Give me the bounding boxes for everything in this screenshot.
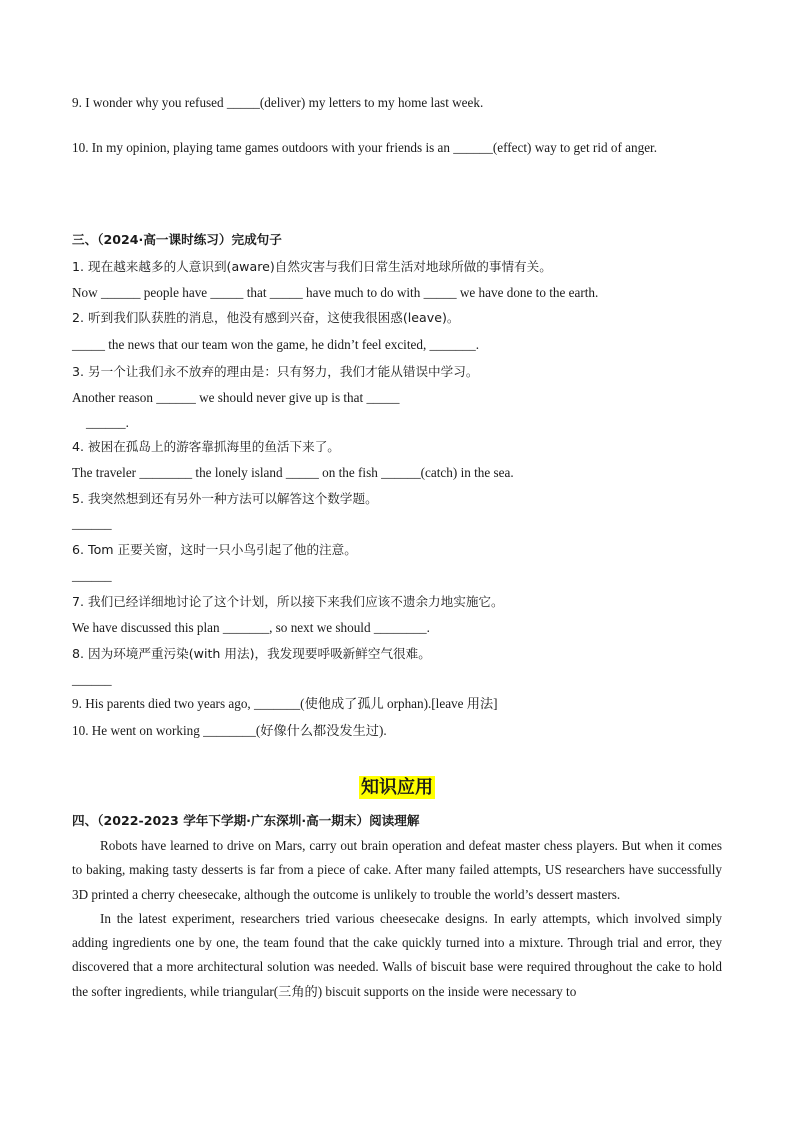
section-title	[0, 773, 794, 799]
item-9: 9. His parents died two years ago, _______(使他成了孤儿 orphan).[leave 用法]	[72, 696, 498, 711]
item-5-cn: 5. 我突然想到还有另外一种方法可以解答这个数学题。	[72, 491, 378, 506]
item-6-cn: 6. Tom 正要关窗，这时一只小鸟引起了他的注意。	[72, 542, 357, 557]
item-3-cn: 3. 另一个让我们永不放弃的理由是：只有努力，我们才能从错误中学习。	[72, 364, 479, 379]
item-10: 10. He went on working ________(好像什么都没发生过).	[72, 723, 387, 738]
question-9: 9. I wonder why you refused _____(deliver) my letters to my home last week.	[72, 95, 484, 110]
item-3-en: Another reason ______ we should never give up is that _____	[72, 390, 400, 405]
item-6-en: ______	[72, 568, 112, 583]
passage-paragraph: Robots have learned to drive on Mars, carry out brain operation and defeat master chess players. But when it comes to baking, making tasty desserts is far from a piece of cake. After many failed attempts, US researchers have successfully 3D printed a cherry cheesecake, although the outcome is unlikely to trouble the world’s dessert masters.	[72, 838, 722, 902]
item-5-en: ______	[72, 516, 112, 531]
item-7-en: We have discussed this plan _______, so next we should ________.	[72, 620, 430, 635]
item-7-cn: 7. 我们已经详细地讨论了这个计划，所以接下来我们应该不遗余力地实施它。	[72, 594, 504, 609]
item-3-en-cont: ______.	[86, 415, 129, 430]
item-2-cn: 2. 听到我们队获胜的消息，他没有感到兴奋，这使我很困惑(leave)。	[72, 310, 460, 325]
section-4-heading: 四、（2022-2023 学年下学期·广东深圳·高一期末）阅读理解	[72, 813, 420, 828]
item-2-en: _____ the news that our team won the game, he didn’t feel excited, _______.	[72, 337, 479, 352]
item-8-en: ______	[72, 672, 112, 687]
reading-passage	[72, 834, 722, 1004]
question-10: 10. In my opinion, playing tame games outdoors with your friends is an ______(effect) way to get rid of anger.	[72, 140, 658, 155]
section-title-label: 知识应用	[361, 777, 433, 798]
item-4-en: The traveler ________ the lonely island _____ on the fish ______(catch) in the sea.	[72, 465, 514, 480]
item-4-cn: 4. 被困在孤岛上的游客靠抓海里的鱼活下来了。	[72, 439, 340, 454]
item-1-cn: 1. 现在越来越多的人意识到(aware)自然灾害与我们日常生活对地球所做的事情有关。	[72, 259, 552, 274]
passage-paragraph: In the latest experiment, researchers tried various cheesecake designs. In early attempts, which involved simply adding ingredients one by one, the team found that the cake quickly turned into a mixture. Through trial and error, they discovered that a more architectural solution was needed. Walls of biscuit base were required throughout the cake to hold the softer ingredients, while triangular(三角的) biscuit supports on the inside were necessary to	[72, 910, 722, 999]
section-3-heading: 三、（2024·高一课时练习）完成句子	[72, 232, 282, 247]
item-8-cn: 8. 因为环境严重污染(with 用法)，我发现要呼吸新鲜空气很难。	[72, 646, 431, 661]
item-1-en: Now ______ people have _____ that _____ have much to do with _____ we have done to the earth.	[72, 285, 599, 300]
